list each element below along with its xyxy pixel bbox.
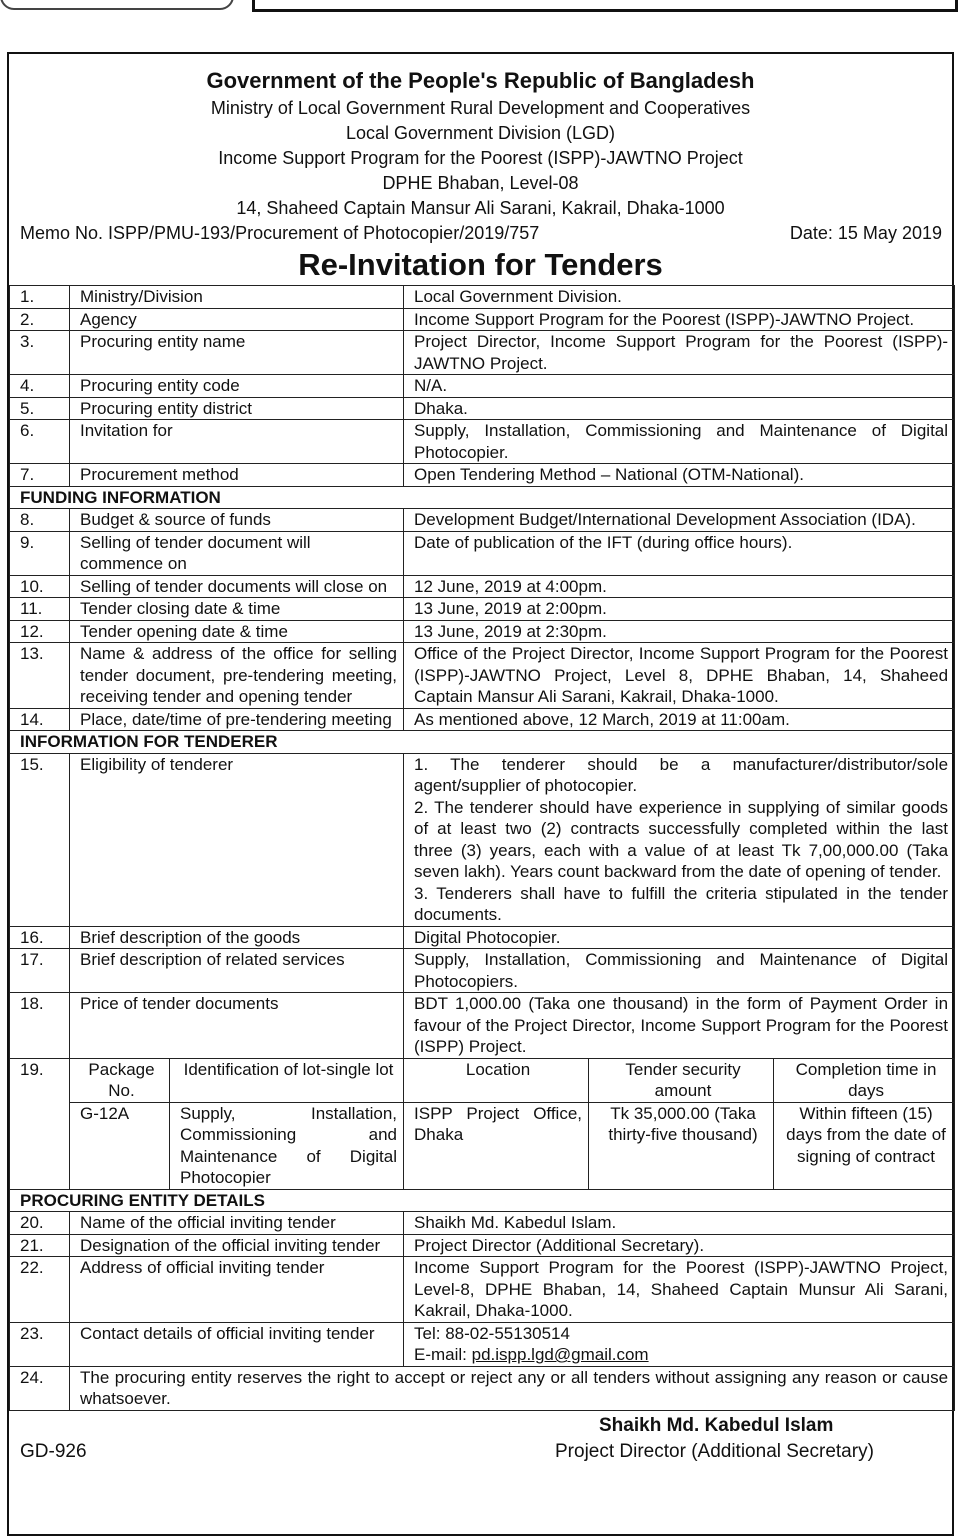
table-row	[10, 598, 955, 621]
row-number: 8.	[10, 509, 70, 532]
row-label: Selling of tender documents will close on	[70, 575, 404, 598]
package-header-row	[10, 1058, 955, 1102]
row-value: Shaikh Md. Kabedul Islam.	[404, 1212, 955, 1235]
table-row	[10, 420, 955, 464]
table-row	[10, 531, 955, 575]
contact-email-line	[414, 1344, 948, 1366]
row-value: N/A.	[404, 375, 955, 398]
row-value: 13 June, 2019 at 2:30pm.	[404, 620, 955, 643]
email-link[interactable]: pd.ispp.lgd@gmail.com	[471, 1345, 649, 1364]
section-row	[10, 731, 955, 754]
row-value: Office of the Project Director, Income Support Program for the Poorest (ISPP)-JAWTNO Project, Level 8, DPHE Bhaban, 14, Shaheed Captain Mansur Ali Sarani, Kakrail, Dhaka-1000.	[404, 643, 955, 709]
row-label: Contact details of official inviting tender	[70, 1322, 404, 1366]
row-label: Brief description of the goods	[70, 926, 404, 949]
eligibility-item: 2. The tenderer should have experience in supplying of similar goods of at least two (2) contracts successfully completed within the last three (3) years, each with a value of at least Tk 7,00,000.00 (Taka seven lakh). Years count backward from the date of opening of tender.	[414, 797, 949, 881]
email-prefix: E-mail:	[414, 1345, 472, 1364]
package-col-header: Package No.	[70, 1058, 170, 1102]
row-number: 23.	[10, 1322, 70, 1366]
row-label: Procuring entity name	[70, 331, 404, 375]
row-value: Dhaka.	[404, 397, 955, 420]
signature-block	[9, 1411, 952, 1471]
row-label: Tender closing date & time	[70, 598, 404, 621]
table-row	[10, 620, 955, 643]
table-row	[10, 1234, 955, 1257]
table-row	[10, 509, 955, 532]
row-number: 16.	[10, 926, 70, 949]
row-number: 14.	[10, 708, 70, 731]
tender-notice	[7, 52, 954, 1536]
row-number: 19.	[10, 1058, 70, 1189]
table-row	[10, 949, 955, 993]
row-number: 5.	[10, 397, 70, 420]
table-row	[10, 1212, 955, 1235]
row-label: Agency	[70, 308, 404, 331]
row-number: 10.	[10, 575, 70, 598]
row-label: Invitation for	[70, 420, 404, 464]
row-value: Open Tendering Method – National (OTM-National).	[404, 464, 955, 487]
reservation-clause: The procuring entity reserves the right to accept or reject any or all tenders without assigning any reason or cause whatsoever.	[70, 1366, 955, 1410]
row-number: 3.	[10, 331, 70, 375]
section-row	[10, 1189, 955, 1212]
row-value: Supply, Installation, Commissioning and Maintenance of Digital Photocopiers.	[404, 949, 955, 993]
row-value: 13 June, 2019 at 2:00pm.	[404, 598, 955, 621]
contact-details	[404, 1322, 955, 1366]
row-label: Name of the official inviting tender	[70, 1212, 404, 1235]
section-funding: FUNDING INFORMATION	[10, 486, 955, 509]
package-cell: Within fifteen (15) days from the date of signing of contract	[774, 1102, 955, 1189]
table-row	[10, 286, 955, 309]
address-line: 14, Shaheed Captain Mansur Ali Sarani, Kakrail, Dhaka-1000	[236, 198, 725, 218]
row-value: Date of publication of the IFT (during office hours).	[404, 531, 955, 575]
row-number: 17.	[10, 949, 70, 993]
row-label: Price of tender documents	[70, 993, 404, 1059]
row-label: Eligibility of tenderer	[70, 753, 404, 926]
table-row	[10, 397, 955, 420]
row-number: 18.	[10, 993, 70, 1059]
row-label: Tender opening date & time	[70, 620, 404, 643]
row-label: Place, date/time of pre-tendering meeting	[70, 708, 404, 731]
table-row	[10, 1257, 955, 1323]
top-right-box	[252, 0, 958, 12]
table-row	[10, 1366, 955, 1410]
row-value: Development Budget/International Development Association (IDA).	[404, 509, 955, 532]
row-number: 13.	[10, 643, 70, 709]
row-value: Project Director (Additional Secretary).	[404, 1234, 955, 1257]
row-value: As mentioned above, 12 March, 2019 at 11:00am.	[404, 708, 955, 731]
row-label: Budget & source of funds	[70, 509, 404, 532]
table-row	[10, 375, 955, 398]
row-number: 2.	[10, 308, 70, 331]
notice-header	[9, 66, 952, 221]
signer-name: Shaikh Md. Kabedul Islam	[599, 1414, 834, 1436]
table-row	[10, 308, 955, 331]
row-number: 9.	[10, 531, 70, 575]
contact-tel: Tel: 88-02-55130514	[414, 1323, 570, 1343]
row-number: 7.	[10, 464, 70, 487]
row-number: 15.	[10, 753, 70, 926]
section-procuring: PROCURING ENTITY DETAILS	[10, 1189, 955, 1212]
government-title: Government of the People's Republic of Bangladesh	[206, 68, 755, 93]
row-value: Income Support Program for the Poorest (ISPP)-JAWTNO Project.	[404, 308, 955, 331]
row-value: 12 June, 2019 at 4:00pm.	[404, 575, 955, 598]
row-label: Procuring entity district	[70, 397, 404, 420]
building-line: DPHE Bhaban, Level-08	[382, 173, 579, 193]
row-number: 6.	[10, 420, 70, 464]
signer-designation: Project Director (Additional Secretary)	[555, 1440, 874, 1462]
table-row	[10, 1322, 955, 1366]
eligibility-item: 1. The tenderer should be a manufacturer/distributor/sole agent/supplier of photocopier.	[414, 754, 949, 795]
row-number: 24.	[10, 1366, 70, 1410]
gd-code: GD-926	[20, 1440, 87, 1462]
division-line: Local Government Division (LGD)	[345, 123, 616, 143]
section-tenderer: INFORMATION FOR TENDERER	[10, 731, 955, 754]
row-label: Name & address of the office for selling tender document, pre-tendering meeting, receiving tender and opening tender	[70, 643, 404, 709]
table-row	[10, 708, 955, 731]
row-label: Brief description of related services	[70, 949, 404, 993]
row-number: 12.	[10, 620, 70, 643]
ministry-line: Ministry of Local Government Rural Development and Cooperatives	[210, 98, 751, 118]
package-cell: ISPP Project Office, Dhaka	[404, 1102, 589, 1189]
package-col-header: Identification of lot-single lot	[170, 1058, 404, 1102]
row-value: BDT 1,000.00 (Taka one thousand) in the form of Payment Order in favour of the Project Director, Income Support Program for the Poorest (ISPP) Project.	[404, 993, 955, 1059]
memo-date: Date: 15 May 2019	[789, 223, 942, 243]
row-value: Project Director, Income Support Program for the Poorest (ISPP)-JAWTNO Project.	[404, 331, 955, 375]
row-number: 21.	[10, 1234, 70, 1257]
table-row	[10, 464, 955, 487]
memo-row	[9, 221, 952, 245]
table-row	[10, 643, 955, 709]
row-value: Supply, Installation, Commissioning and Maintenance of Digital Photocopier.	[404, 420, 955, 464]
package-col-header: Tender security amount	[589, 1058, 774, 1102]
package-cell: Supply, Installation, Commissioning and Maintenance of Digital Photocopier	[170, 1102, 404, 1189]
row-number: 11.	[10, 598, 70, 621]
table-row	[10, 575, 955, 598]
memo-number: Memo No. ISPP/PMU-193/Procurement of Photocopier/2019/757	[20, 223, 540, 243]
tender-table	[9, 285, 955, 1411]
row-label: Selling of tender document will commence on	[70, 531, 404, 575]
row-label: Ministry/Division	[70, 286, 404, 309]
row-label: Designation of the official inviting tender	[70, 1234, 404, 1257]
table-row	[10, 993, 955, 1059]
row-number: 22.	[10, 1257, 70, 1323]
table-row	[10, 926, 955, 949]
package-cell: G-12A	[70, 1102, 170, 1189]
table-row	[10, 753, 955, 926]
eligibility-criteria	[404, 753, 955, 926]
row-value: Digital Photocopier.	[404, 926, 955, 949]
package-row	[10, 1102, 955, 1189]
row-number: 20.	[10, 1212, 70, 1235]
row-number: 4.	[10, 375, 70, 398]
row-number: 1.	[10, 286, 70, 309]
project-line: Income Support Program for the Poorest (ISPP)-JAWTNO Project	[218, 148, 743, 168]
package-col-header: Location	[404, 1058, 589, 1102]
row-value: Income Support Program for the Poorest (ISPP)-JAWTNO Project, Level-8, DPHE Bhaban, 14, Shaheed Captain Munsur Ali Sarani, Kakrail, Dhaka-1000.	[404, 1257, 955, 1323]
package-cell: Tk 35,000.00 (Taka thirty-five thousand)	[589, 1102, 774, 1189]
notice-heading: Re-Invitation for Tenders	[298, 247, 663, 282]
table-row	[10, 331, 955, 375]
section-row	[10, 486, 955, 509]
eligibility-item: 3. Tenderers shall have to fulfill the criteria stipulated in the tender documents.	[414, 883, 949, 924]
package-col-header: Completion time in days	[774, 1058, 955, 1102]
top-left-box	[0, 0, 234, 10]
row-label: Procurement method	[70, 464, 404, 487]
row-label: Procuring entity code	[70, 375, 404, 398]
row-label: Address of official inviting tender	[70, 1257, 404, 1323]
row-value: Local Government Division.	[404, 286, 955, 309]
